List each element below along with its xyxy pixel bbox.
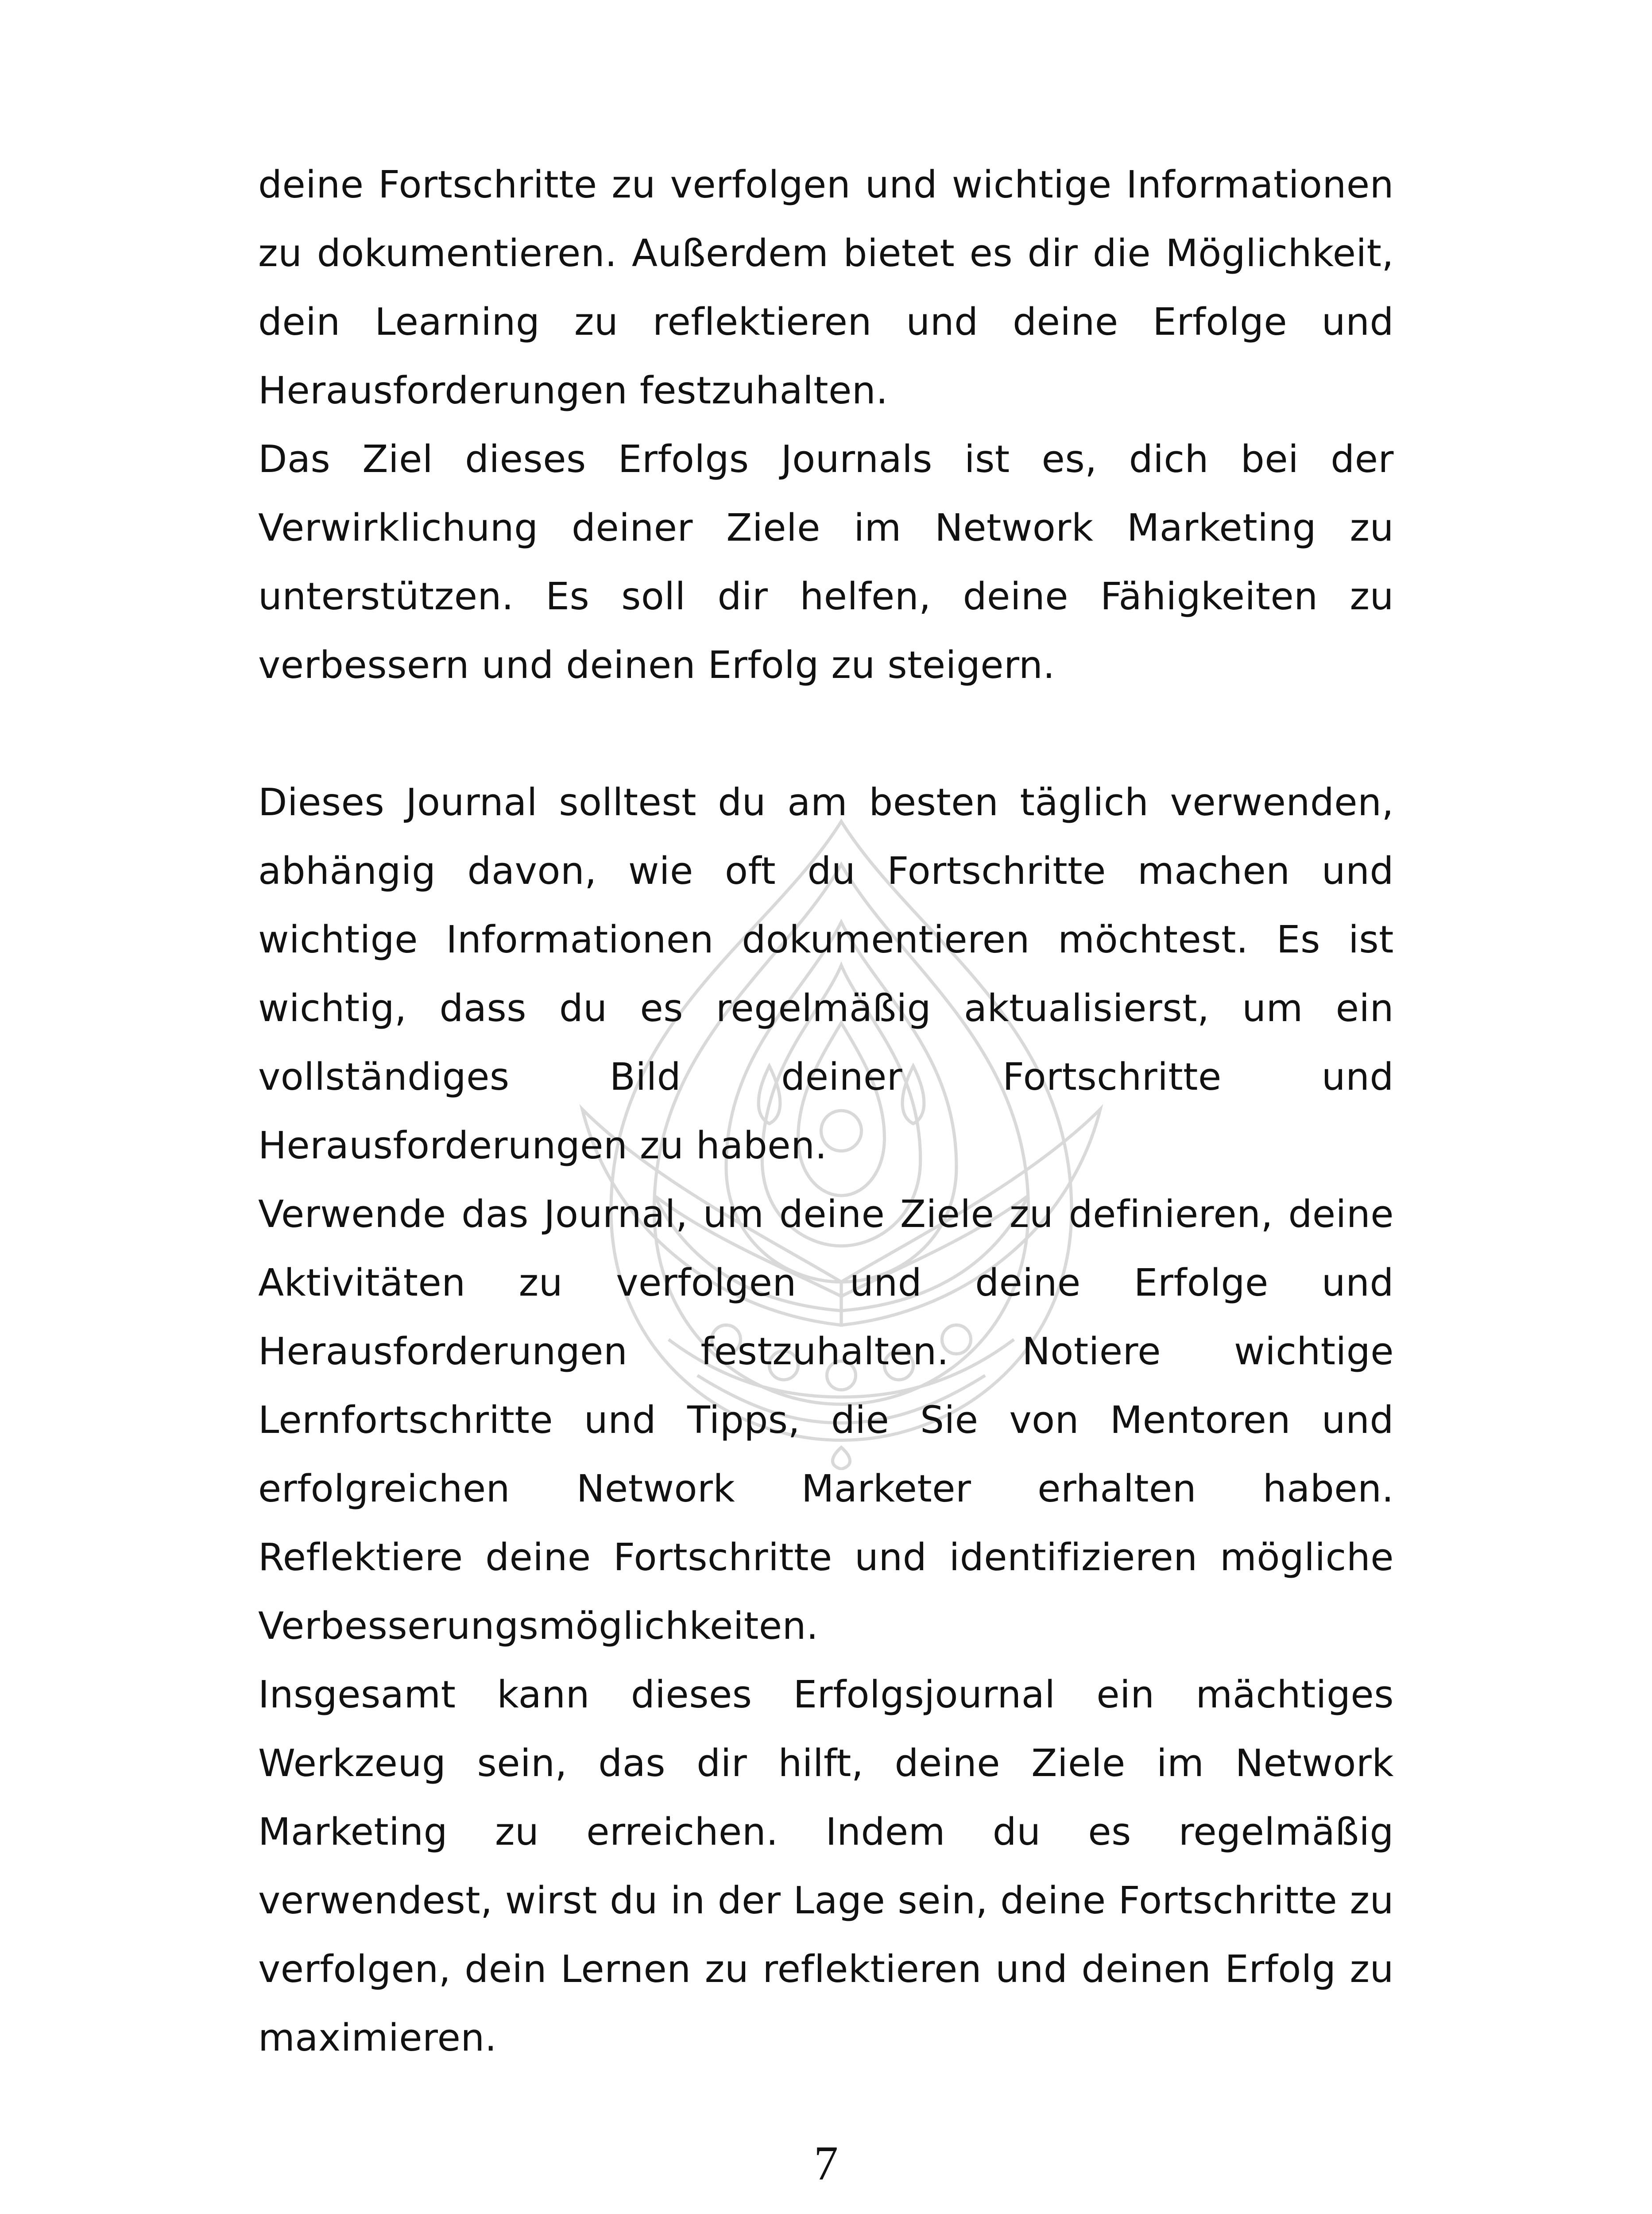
body-text-section-2 [258, 768, 1394, 2072]
page-number: 7 [814, 2136, 838, 2190]
paragraph: Insgesamt kann dieses Erfolgsjournal ein mächtiges Werkzeug sein, das dir hilft, deine Ziele im Network Marketing zu erreichen. Indem du es regelmäßig verwendest, wirst du in der Lage sein, deine Fortschritte zu verfolgen, dein Lernen zu reflektieren und deinen Erfolg zu maximieren. [258, 1673, 1394, 2060]
paragraph: Das Ziel dieses Erfolgs Journals ist es, dich bei der Verwirklichung deiner Ziele im Network Marketing zu unterstützen. Es soll dir helfen, deine Fähigkeiten zu verbessern und deinen Erfolg zu steigern. [258, 437, 1394, 687]
body-text-section-1 [258, 151, 1394, 700]
paragraph: Dieses Journal solltest du am besten täglich verwenden, abhängig davon, wie oft du Fortschritte machen und wichtige Informationen dokumentieren möchtest. Es ist wichtig, dass du es regelmäßig aktualisierst, um ein vollständiges Bild deiner Fortschritte und Herausforderungen zu haben. [258, 781, 1394, 1168]
paragraph: deine Fortschritte zu verfolgen und wichtige Informationen zu dokumentieren. Außerdem bietet es dir die Möglichkeit, dein Learning zu reflektieren und deine Erfolge und Herausforderungen festzuhalten. [258, 163, 1394, 413]
paragraph: Verwende das Journal, um deine Ziele zu definieren, deine Aktivitäten zu verfolgen und deine Erfolge und Herausforderungen festzuhalten. Notiere wichtige Lernfortschritte und Tipps, die Sie von Mentoren und erfolgreichen Network Marketer erhalten haben. Reflektiere deine Fortschritte und identifizieren mögliche Verbesserungsmöglichkeiten. [258, 1192, 1394, 1648]
